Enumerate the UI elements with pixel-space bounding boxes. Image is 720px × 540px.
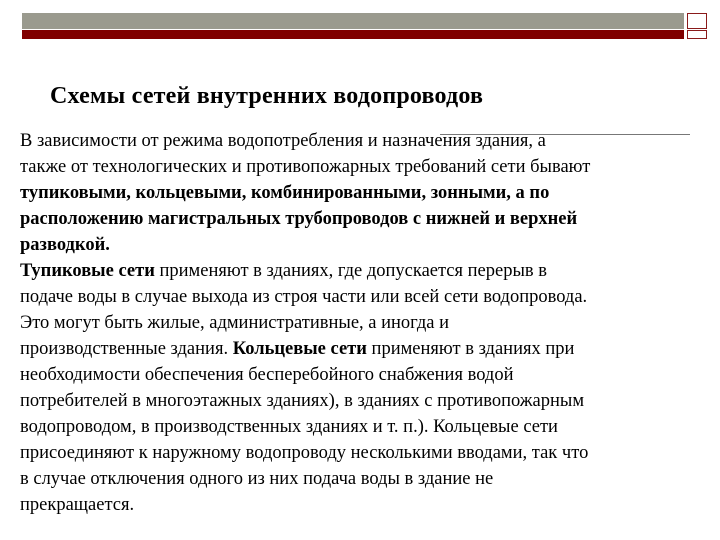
text-run: в случае отключения одного из них подача воды в здание не <box>20 469 494 489</box>
body-line <box>20 232 710 258</box>
body-line <box>20 492 710 518</box>
text-run: необходимости обеспечения бесперебойного снабжения водой <box>20 365 514 385</box>
body-line <box>20 440 710 466</box>
slide-body-text <box>20 128 710 518</box>
text-run: производственные здания. <box>20 339 233 359</box>
text-run: Это могут быть жилые, административные, а иногда и <box>20 313 449 333</box>
body-line <box>20 284 710 310</box>
corner-square-decoration-lower <box>687 30 707 39</box>
text-run: присоединяют к наружному водопроводу несколькими вводами, так что <box>20 443 589 463</box>
text-run: также от технологических и противопожарных требований сети бывают <box>20 157 591 177</box>
text-run: подаче воды в случае выхода из строя части или всей сети водопровода. <box>20 287 588 307</box>
text-run: применяют в зданиях, где допускается перерыв в <box>154 261 547 281</box>
text-run: В зависимости от режима водопотребления и назначения здания, а <box>20 131 546 151</box>
slide-title: Схемы сетей внутренних водопроводов <box>50 83 484 109</box>
bold-text-run: Кольцевые сети <box>232 339 367 359</box>
bold-text-run: расположению магистральных трубопроводов с нижней и верхней <box>20 209 578 229</box>
body-line <box>20 362 710 388</box>
bold-text-run: разводкой. <box>20 235 110 255</box>
body-line <box>20 310 710 336</box>
bold-text-run: тупиковыми, кольцевыми, комбинированными, зонными, а по <box>20 183 550 203</box>
body-line <box>20 336 710 362</box>
corner-square-decoration <box>687 13 707 29</box>
header-band <box>22 13 684 29</box>
body-line <box>20 128 710 154</box>
body-line <box>20 414 710 440</box>
body-line <box>20 258 710 284</box>
text-run: потребителей в многоэтажных зданиях), в зданиях с противопожарным <box>20 391 585 411</box>
text-run: применяют в зданиях при <box>366 339 575 359</box>
body-line <box>20 388 710 414</box>
body-line <box>20 206 710 232</box>
text-run: прекращается. <box>20 495 135 515</box>
body-line <box>20 466 710 492</box>
bold-text-run: Тупиковые сети <box>20 261 155 281</box>
text-run: водопроводом, в производственных зданиях и т. п.). Кольцевые сети <box>20 417 558 437</box>
body-line <box>20 180 710 206</box>
body-line <box>20 154 710 180</box>
header-accent-line <box>22 30 684 39</box>
